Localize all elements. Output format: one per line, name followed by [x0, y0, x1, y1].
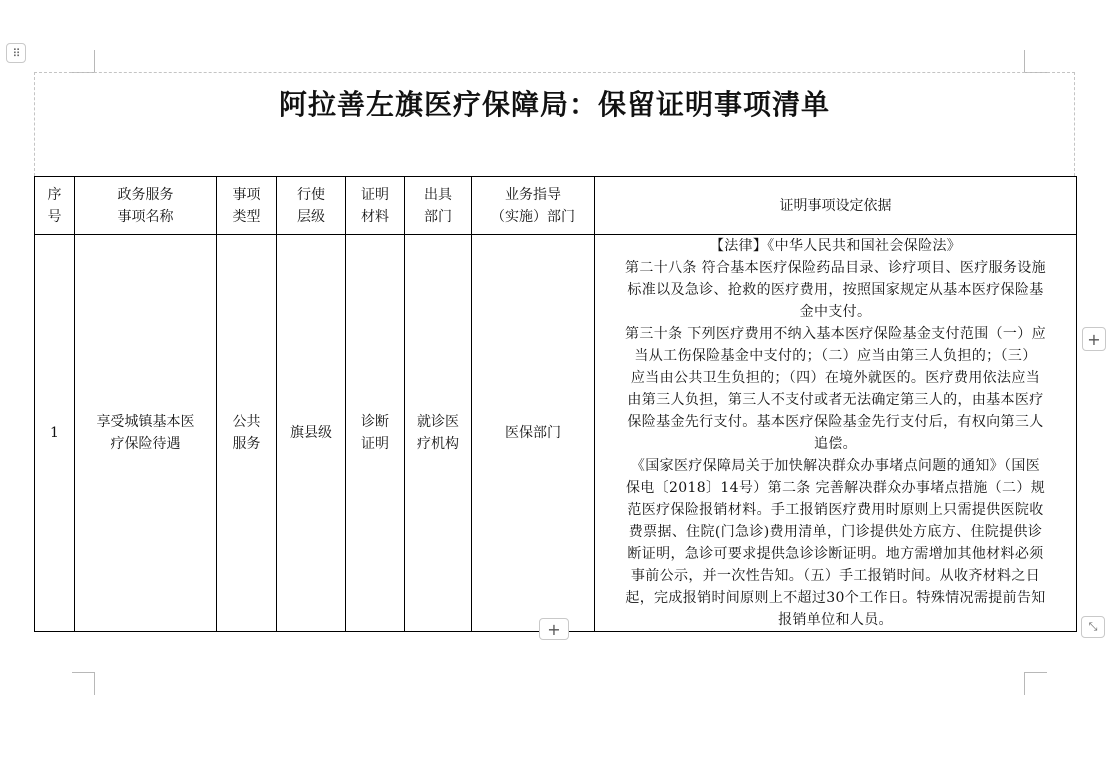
header-level[interactable]: 行使 层级 [277, 177, 346, 235]
header-issuer[interactable]: 出具 部门 [405, 177, 472, 235]
page-margin-corner-bottom-right [1024, 672, 1047, 695]
page-margin-corner-top-left [72, 50, 95, 73]
table-resize-icon[interactable]: ⤡ [1081, 616, 1105, 638]
basis-line: 当从工伤保险基金中支付的；（二）应当由第三人负担的；（三） [634, 348, 1037, 364]
basis-line: 【法律】《中华人民共和国社会保险法》 [709, 238, 962, 254]
table-row [35, 235, 1077, 632]
add-column-icon[interactable]: + [1082, 327, 1106, 351]
page-title: 阿拉善左旗医疗保障局：保留证明事项清单 [278, 88, 830, 121]
header-item-type[interactable]: 事项 类型 [217, 177, 277, 235]
basis-line: 起，完成报销时间原则上不超过30个工作日。特殊情况需提前告知 [625, 590, 1046, 606]
certification-items-table [34, 176, 1077, 632]
header-material[interactable]: 证明 材料 [346, 177, 405, 235]
table-move-handle-icon[interactable]: ⠿ [6, 43, 26, 63]
basis-line: 范医疗保险报销材料。手工报销医疗费用时原则上只需提供医院收 [627, 502, 1044, 518]
cell-basis[interactable] [595, 235, 1077, 632]
basis-line: 事前公示，并一次性告知。（五）手工报销时间。从收齐材料之日 [630, 568, 1041, 584]
cell-guide-dept[interactable]: 医保部门 [472, 235, 595, 632]
table-header-row [35, 177, 1077, 235]
header-guide-dept[interactable]: 业务指导 （实施）部门 [472, 177, 595, 235]
basis-line: 第三十条 下列医疗费用不纳入基本医疗保险基金支付范围（一）应 [625, 326, 1046, 342]
basis-line: 保电〔2018〕14号）第二条 完善解决群众办事堵点措施（二）规 [625, 480, 1046, 496]
cell-service-name[interactable]: 享受城镇基本医 疗保险待遇 [75, 235, 217, 632]
basis-line: 应当由公共卫生负担的；（四）在境外就医的。医疗费用依法应当 [630, 370, 1041, 386]
basis-line: 标准以及急诊、抢救的医疗费用，按照国家规定从基本医疗保险基 [627, 282, 1044, 298]
basis-line: 保险基金先行支付。基本医疗保险基金先行支付后，有权向第三人 [627, 414, 1044, 430]
basis-line: 追偿。 [813, 436, 858, 452]
cell-material[interactable]: 诊断 证明 [346, 235, 405, 632]
cell-item-type[interactable]: 公共 服务 [217, 235, 277, 632]
basis-line: 《国家医疗保障局关于加快解决群众办事堵点问题的通知》（国医 [630, 458, 1041, 474]
header-index[interactable]: 序 号 [35, 177, 75, 235]
basis-line: 第二十八条 符合基本医疗保险药品目录、诊疗项目、医疗服务设施 [625, 260, 1046, 276]
page-margin-corner-top-right [1024, 50, 1047, 73]
page-margin-corner-bottom-left [72, 672, 95, 695]
basis-line: 费票据、住院(门急诊)费用清单，门诊提供处方底方、住院提供诊 [628, 524, 1043, 540]
header-basis[interactable]: 证明事项设定依据 [595, 177, 1077, 235]
basis-line: 报销单位和人员。 [778, 612, 893, 628]
add-row-icon[interactable]: + [539, 618, 569, 640]
cell-index[interactable]: 1 [35, 235, 75, 632]
cell-issuer[interactable]: 就诊医 疗机构 [405, 235, 472, 632]
title-cell[interactable] [34, 72, 1075, 176]
basis-line: 断证明，急诊可要求提供急诊诊断证明。地方需增加其他材料必须 [627, 546, 1044, 562]
cell-level[interactable]: 旗县级 [277, 235, 346, 632]
basis-line: 由第三人负担，第三人不支付或者无法确定第三人的，由基本医疗 [627, 392, 1044, 408]
basis-line: 金中支付。 [799, 304, 872, 320]
header-service-name[interactable]: 政务服务 事项名称 [75, 177, 217, 235]
